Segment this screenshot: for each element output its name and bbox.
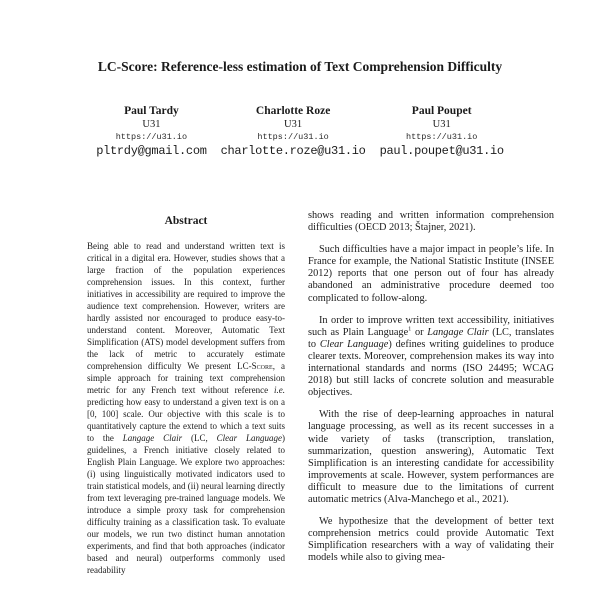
right-column [308,210,554,574]
text-segment: Langage Clair [122,433,183,443]
author-name: Charlotte Roze [255,105,331,117]
author-url[interactable]: https://u31.io [115,132,188,142]
paragraph [308,315,554,400]
paragraph [87,240,285,576]
authors-row [0,104,600,159]
text-segment: (LC, [182,433,217,443]
author-url[interactable]: https://u31.io [405,132,478,142]
text-segment: Such difficulties have a major impact in people’s life. In France for example, the National Statistic Institute (INSEE 2012) reports that one person out of four has already abandoned an administrative procedure deemed too complicated to follow-along. [308,244,554,304]
paragraph [308,210,554,234]
text-segment: , a simple approach for training text comprehension metric for any French text without reference [87,361,285,395]
text-segment: ) guidelines, a French initiative closely related to English Plain Language. We explore two approaches: (i) using linguistically motivated indicators used to train statistical models, and (ii) neural learning directly from text leveraging pre-trained language models. We introduce a simple proxy task for comprehension difficulty training as a classification task. To evaluate our models, we run two distinct human annotation experiments, and find that both approaches (indicator based and neural) outperforms commonly used readability [87,433,286,575]
author-block [96,104,206,159]
text-segment: predicting how easy to understand a given text is on a [0, 100] scale. Our objective with this scale is to quantitatively capture the extend to which a text suits to the [87,397,285,443]
text-segment: Clear Language [319,338,389,350]
author-name: Paul Tardy [124,105,179,117]
paragraph [308,409,554,506]
paper-title: LC-Score: Reference-less estimation of Text Comprehension Difficulty [97,59,503,74]
text-segment: i.e. [274,385,285,395]
text-segment: shows reading and written information comprehension difficulties (OECD 2013; Štajner, 2021). [308,210,554,234]
author-block [380,104,504,159]
text-segment: or [411,326,428,338]
text-segment: In order to improve written text accessibility, initiatives such as Plain Language [308,314,554,338]
text-segment: ) defines writing guidelines to produce clearer texts. Moreover, comprehension makes its way into international standards and norms (ISO 24495; WCAG 2018) but still lacks of concrete solution and measurable objectives. [308,338,554,399]
author-affiliation: U31 [284,119,303,130]
author-email[interactable]: pltrdy@gmail.com [96,144,207,158]
text-segment: Being able to read and understand written text is critical in a digital era. However, studies shows that a large fraction of the population experiences comprehension issues. In this context, further initiatives in accessibility are required to improve the audience text comprehension. However, writers are hardly assisted nor encouraged to produce easy-to-understand content. Moreover, Automatic Text Simplification (ATS) model development suffers from the lack of metric to accurately estimate comprehension difficulty We present [87,241,285,371]
text-segment: Langage Clair [427,326,489,338]
text-segment: (LC, translates to [308,326,554,350]
author-email[interactable]: paul.poupet@u31.io [379,144,504,158]
author-affiliation: U31 [432,119,451,130]
author-name: Paul Poupet [411,105,472,117]
footnote-marker: 1 [408,325,412,333]
author-url[interactable]: https://u31.io [257,132,329,142]
author-affiliation: U31 [142,119,161,130]
author-block [221,104,366,159]
abstract-heading: Abstract [164,215,208,227]
paragraph [308,244,554,304]
text-segment: LC-Score [237,361,273,371]
text-segment: Clear Language [216,433,283,443]
text-segment: With the rise of deep-learning approaches in natural language processing, as well as its recent successes in a wide variety of tasks (transcription, translation, summarization, question answering), Automatic Text Simplification is an interesting candidate for accessibility improvements at scale. However, system performances are difficult to measure due to the limitations of current automatic metrics (Alva-Manchego et al., 2021). [308,409,554,505]
left-column [87,215,285,576]
paragraph [308,516,554,564]
text-segment: We hypothesize that the development of better text comprehension metrics could provide Automatic Text Simplification researchers with a way of validating their models while also to giving mea- [308,516,554,564]
author-email[interactable]: charlotte.roze@u31.io [220,144,366,158]
abstract-text [87,240,285,576]
